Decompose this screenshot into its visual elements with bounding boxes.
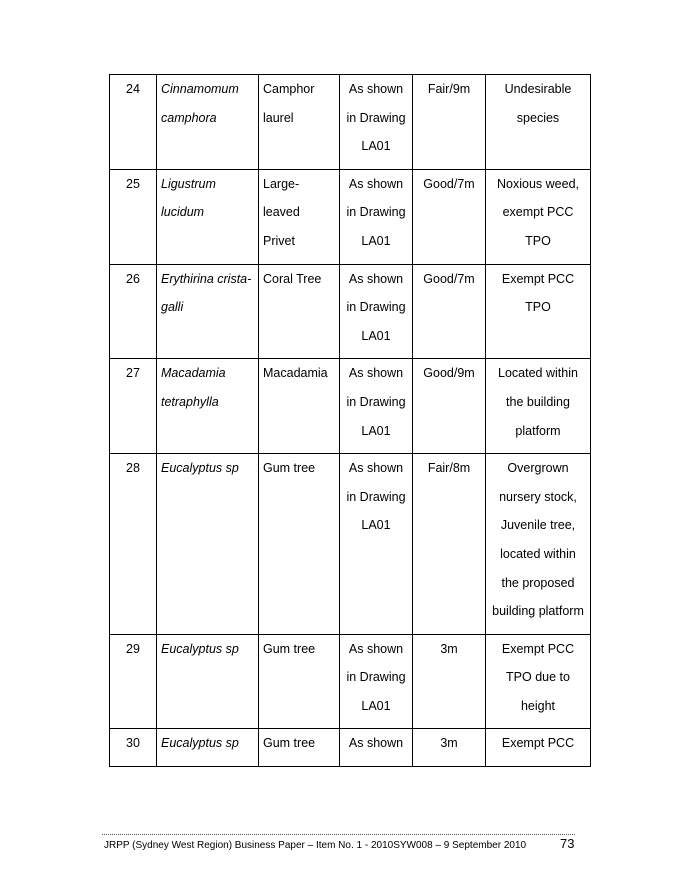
remarks-cell <box>486 75 591 170</box>
tree-schedule-table <box>109 74 591 767</box>
condition-height-cell <box>413 169 486 264</box>
tree-number-cell-text: 26 <box>126 271 140 286</box>
location-cell-text: As shown in Drawing LA01 <box>346 271 406 343</box>
footer-text: JRPP (Sydney West Region) Business Paper – Item No. 1 - 2010SYW008 – 9 September 2010 <box>104 840 527 851</box>
tree-number-cell-text: 25 <box>126 176 140 191</box>
table-row <box>110 169 591 264</box>
remarks-cell-text: Overgrown nursery stock, Juvenile tree, located within the proposed building platform <box>492 461 584 619</box>
tree-number-cell <box>110 169 157 264</box>
tree-number-cell <box>110 729 157 767</box>
common-name-cell <box>259 169 340 264</box>
condition-height-cell-text: Good/7m <box>423 176 475 191</box>
scientific-name-cell <box>157 359 259 454</box>
common-name-cell <box>259 634 340 729</box>
condition-height-cell <box>413 359 486 454</box>
location-cell <box>340 75 413 170</box>
common-name-cell-text: Coral Tree <box>263 271 322 286</box>
condition-height-cell-text: 3m <box>440 641 458 656</box>
tree-number-cell-text: 24 <box>126 82 140 96</box>
location-cell <box>340 454 413 635</box>
remarks-cell <box>486 359 591 454</box>
tree-number-cell-text: 27 <box>126 366 140 381</box>
table-row <box>110 454 591 635</box>
location-cell-text: As shown in Drawing LA01 <box>346 461 406 533</box>
remarks-cell-text: Undesirable species <box>504 82 572 125</box>
condition-height-cell-text: Fair/9m <box>427 82 471 96</box>
common-name-cell-text: Camphor laurel <box>263 82 315 125</box>
location-cell-text: As shown in Drawing LA01 <box>346 366 406 438</box>
remarks-cell <box>486 729 591 767</box>
footer-divider <box>102 834 575 835</box>
condition-height-cell <box>413 729 486 767</box>
location-cell-text: As shown in Drawing LA01 <box>346 641 406 713</box>
common-name-cell <box>259 264 340 359</box>
common-name-cell <box>259 729 340 767</box>
common-name-cell <box>259 75 340 170</box>
location-cell <box>340 634 413 729</box>
condition-height-cell-text: Fair/8m <box>427 461 471 476</box>
common-name-cell <box>259 454 340 635</box>
table-row <box>110 729 591 767</box>
table-row <box>110 264 591 359</box>
scientific-name-cell-text: Macadamia tetraphylla <box>161 366 226 409</box>
location-cell <box>340 169 413 264</box>
condition-height-cell-text: 3m <box>440 736 458 751</box>
common-name-cell <box>259 359 340 454</box>
location-cell <box>340 729 413 767</box>
scientific-name-cell-text: Eucalyptus sp <box>161 641 239 656</box>
table-row <box>110 75 591 170</box>
tree-number-cell-text: 28 <box>126 461 140 476</box>
common-name-cell-text: Gum tree <box>263 461 316 476</box>
location-cell-text: As shown <box>348 736 404 751</box>
tree-number-cell <box>110 454 157 635</box>
location-cell <box>340 359 413 454</box>
common-name-cell-text: Gum tree <box>263 641 316 656</box>
table-row <box>110 634 591 729</box>
remarks-cell <box>486 264 591 359</box>
table-row <box>110 359 591 454</box>
scientific-name-cell-text: Cinnamomum camphora <box>161 82 239 125</box>
page-number: 73 <box>560 836 575 851</box>
scientific-name-cell <box>157 264 259 359</box>
condition-height-cell <box>413 634 486 729</box>
scientific-name-cell <box>157 634 259 729</box>
remarks-cell-text: Noxious weed, exempt PCC TPO <box>497 176 579 248</box>
remarks-cell <box>486 634 591 729</box>
scientific-name-cell-text: Erythirina crista-galli <box>161 271 252 315</box>
remarks-cell-text: Exempt PCC TPO due to height <box>501 641 575 713</box>
condition-height-cell-text: Good/9m <box>423 366 475 381</box>
scientific-name-cell <box>157 454 259 635</box>
common-name-cell-text: Large- leaved Privet <box>263 176 300 248</box>
scientific-name-cell <box>157 75 259 170</box>
tree-number-cell <box>110 634 157 729</box>
remarks-cell-text: Exempt PCC TPO <box>501 271 575 315</box>
tree-number-cell <box>110 264 157 359</box>
remarks-cell <box>486 454 591 635</box>
condition-height-cell <box>413 264 486 359</box>
scientific-name-cell <box>157 729 259 767</box>
scientific-name-cell-text: Eucalyptus sp <box>161 736 239 751</box>
common-name-cell-text: Gum tree <box>263 736 316 751</box>
tree-number-cell-text: 30 <box>126 736 140 751</box>
tree-schedule-body <box>110 75 591 767</box>
common-name-cell-text: Macadamia <box>263 366 328 381</box>
scientific-name-cell <box>157 169 259 264</box>
location-cell-text: As shown in Drawing LA01 <box>346 176 406 248</box>
remarks-cell-text: Exempt PCC <box>501 736 575 751</box>
scientific-name-cell-text: Ligustrum lucidum <box>161 176 216 220</box>
remarks-cell <box>486 169 591 264</box>
condition-height-cell <box>413 75 486 170</box>
condition-height-cell <box>413 454 486 635</box>
tree-number-cell-text: 29 <box>126 641 140 656</box>
tree-number-cell <box>110 75 157 170</box>
tree-number-cell <box>110 359 157 454</box>
location-cell <box>340 264 413 359</box>
condition-height-cell-text: Good/7m <box>423 271 475 286</box>
location-cell-text: As shown in Drawing LA01 <box>346 82 406 154</box>
scientific-name-cell-text: Eucalyptus sp <box>161 461 239 476</box>
remarks-cell-text: Located within the building platform <box>498 366 578 438</box>
